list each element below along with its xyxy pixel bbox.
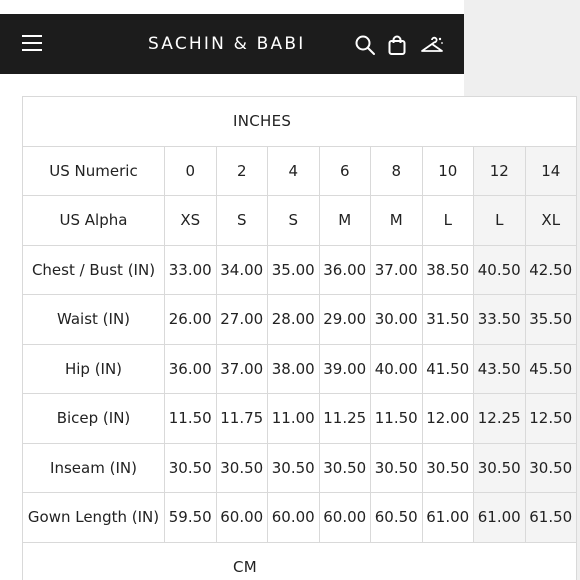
table-cell: L [422,196,474,246]
row-label: US Numeric [23,146,165,196]
table-cell: 0 [165,146,217,196]
table-cell: 30.50 [525,443,577,493]
table-cell: 31.50 [422,295,474,345]
table-cell: 40.00 [371,344,423,394]
hanger-icon[interactable] [420,34,444,56]
size-chart [22,96,580,580]
table-cell: 12 [474,146,526,196]
table-cell: 12.50 [525,394,577,444]
table-cell: 6 [319,146,371,196]
table-row [23,295,577,345]
table-cell: 60.00 [319,493,371,543]
size-table [22,96,577,580]
table-cell: 33.00 [165,245,217,295]
table-cell: 30.50 [474,443,526,493]
table-cell: 36.00 [319,245,371,295]
menu-icon[interactable] [22,35,42,53]
unit-header-row [23,97,577,147]
table-cell: 61.50 [525,493,577,543]
table-cell: 38.00 [268,344,320,394]
table-cell: 11.50 [371,394,423,444]
table-cell: 2 [216,146,268,196]
table-cell: 34.00 [216,245,268,295]
table-cell: 41.50 [422,344,474,394]
table-cell: 30.50 [165,443,217,493]
table-cell: 30.50 [371,443,423,493]
unit-header-row [23,542,577,580]
table-cell: 4 [268,146,320,196]
table-cell: 11.00 [268,394,320,444]
table-row [23,344,577,394]
table-cell: 39.00 [319,344,371,394]
table-cell: S [216,196,268,246]
row-label: Hip (IN) [23,344,165,394]
table-cell: 30.50 [422,443,474,493]
table-cell: 61.00 [474,493,526,543]
site-header [0,14,464,74]
table-cell: 27.00 [216,295,268,345]
table-row [23,146,577,196]
row-label: Waist (IN) [23,295,165,345]
table-cell: 11.75 [216,394,268,444]
table-cell: 35.50 [525,295,577,345]
table-cell: L [474,196,526,246]
table-cell: 59.50 [165,493,217,543]
table-cell: 33.50 [474,295,526,345]
table-cell: 28.00 [268,295,320,345]
table-cell: 60.00 [268,493,320,543]
table-cell: 30.50 [319,443,371,493]
table-cell: 14 [525,146,577,196]
row-label: Gown Length (IN) [23,493,165,543]
table-cell: XS [165,196,217,246]
table-cell: 29.00 [319,295,371,345]
table-cell: M [319,196,371,246]
table-cell: 35.00 [268,245,320,295]
table-cell: 37.00 [371,245,423,295]
table-cell: 12.00 [422,394,474,444]
row-label: Chest / Bust (IN) [23,245,165,295]
table-cell: 11.25 [319,394,371,444]
table-row [23,443,577,493]
table-row [23,493,577,543]
table-cell: 30.50 [216,443,268,493]
table-cell: M [371,196,423,246]
table-cell: 45.50 [525,344,577,394]
bag-icon[interactable] [386,34,408,56]
table-cell: 37.00 [216,344,268,394]
table-cell: 42.50 [525,245,577,295]
row-label: Bicep (IN) [23,394,165,444]
table-cell: 10 [422,146,474,196]
table-cell: 60.00 [216,493,268,543]
table-cell: 60.50 [371,493,423,543]
table-cell: 30.50 [268,443,320,493]
table-cell: 30.00 [371,295,423,345]
table-cell: 8 [371,146,423,196]
row-label: Inseam (IN) [23,443,165,493]
table-cell: 26.00 [165,295,217,345]
brand-logo[interactable]: SACHIN & BABI [148,34,306,54]
search-icon[interactable] [354,34,376,56]
table-cell: 38.50 [422,245,474,295]
table-cell: 61.00 [422,493,474,543]
table-row [23,394,577,444]
table-cell: 36.00 [165,344,217,394]
table-row [23,245,577,295]
table-cell: S [268,196,320,246]
table-cell: 12.25 [474,394,526,444]
table-cell: 40.50 [474,245,526,295]
table-cell: 43.50 [474,344,526,394]
unit-label-inches: INCHES [233,112,292,131]
row-label: US Alpha [23,196,165,246]
unit-label-cm: CM [233,557,258,576]
table-row [23,196,577,246]
table-cell: 11.50 [165,394,217,444]
table-cell: XL [525,196,577,246]
